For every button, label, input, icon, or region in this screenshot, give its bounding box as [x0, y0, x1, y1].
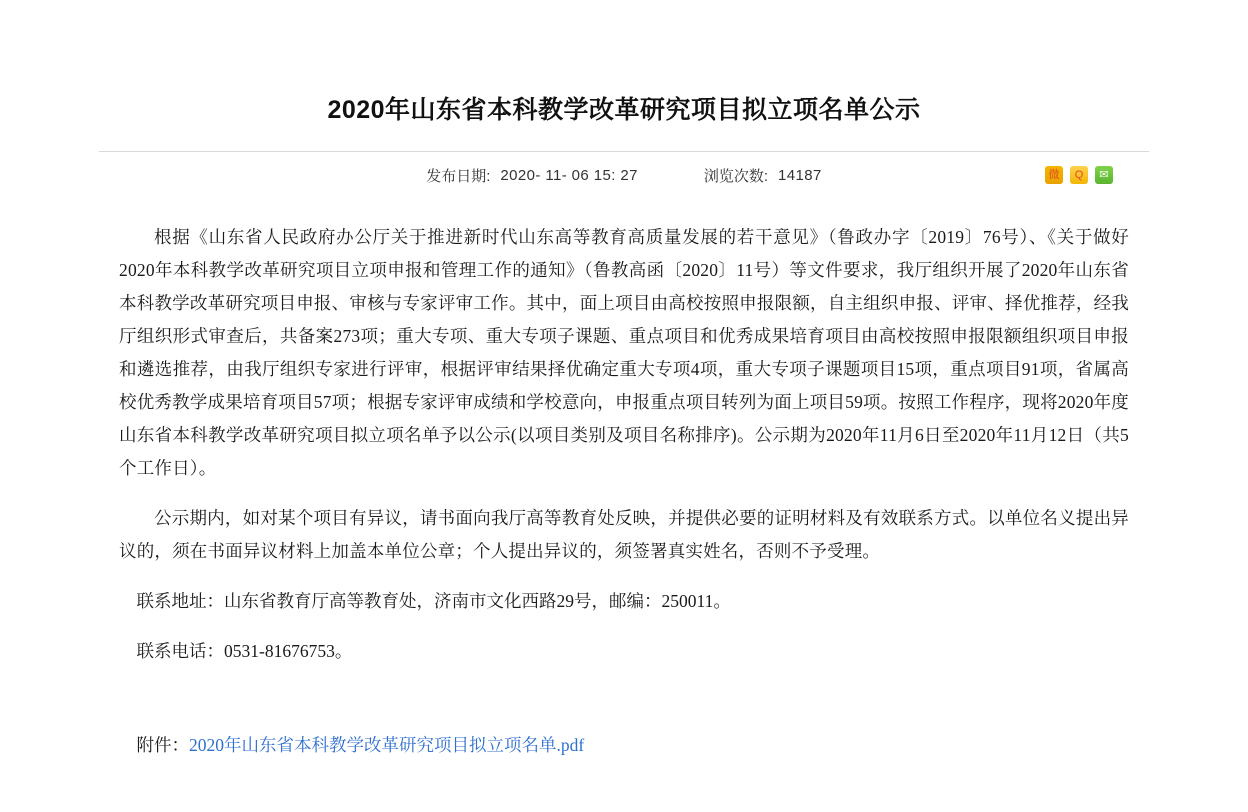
- views-value: 14187: [778, 166, 822, 184]
- article-paragraph: 公示期内，如对某个项目有异议，请书面向我厅高等教育处反映，并提供必要的证明材料及有效联系方式。以单位名义提出异议的，须在书面异议材料上加盖本单位公章；个人提出异议的，须签署真实姓名，否则不予受理。: [119, 507, 1129, 561]
- contact-phone: 联系电话：0531-81676753。: [136, 640, 353, 661]
- views-label: 浏览次数:: [703, 167, 769, 185]
- article-meta: [426, 165, 821, 186]
- article-body: [119, 221, 1129, 760]
- article-page: [0, 17, 1248, 812]
- publish-date-label: 发布日期:: [426, 167, 491, 185]
- wechat-share-icon[interactable]: ✉: [1095, 166, 1113, 184]
- publish-date-value: 2020- 11- 06 15: 27: [500, 166, 638, 184]
- attachment-row: [119, 730, 1129, 760]
- article-paragraph: 根据《山东省人民政府办公厅关于推进新时代山东高等教育高质量发展的若干意见》（鲁政办字〔2019〕76号）、《关于做好2020年本科教学改革研究项目立项申报和管理工作的通知》（鲁教高函〔2020〕11号）等文件要求，我厅组织开展了2020年山东省本科教学改革研究项目申报、审核与专家评审工作。其中，面上项目由高校按照申报限额，自主组织申报、评审、择优推荐，经我厅组织形式审查后，共备案273项；重大专项、重大专项子课题、重点项目和优秀成果培育项目由高校按照申报限额组织项目申报和遴选推荐，由我厅组织专家进行评审，根据评审结果择优确定重大专项4项，重大专项子课题项目15项，重点项目91项，省属高校优秀教学成果培育项目57项；根据专家评审成绩和学校意向，申报重点项目转列为面上项目59项。按照工作程序，现将2020年度山东省本科教学改革研究项目拟立项名单予以公示(以项目类别及项目名称排序)。公示期为2020年11月6日至2020年11月12日（共5个工作日）。: [119, 226, 1129, 478]
- attachment-label: 附件：: [136, 734, 189, 755]
- page-title: 2020年山东省本科教学改革研究项目拟立项名单公示: [327, 95, 921, 124]
- qzone-share-icon[interactable]: Q: [1070, 166, 1088, 184]
- sina-weibo-share-icon[interactable]: 微: [1045, 166, 1063, 184]
- contact-address: 联系地址：山东省教育厅高等教育处，济南市文化西路29号，邮编：250011。: [136, 590, 731, 611]
- article-meta-bar: [99, 151, 1149, 199]
- share-icon-group: [1045, 166, 1113, 184]
- attachment-link[interactable]: 2020年山东省本科教学改革研究项目拟立项名单.pdf: [189, 734, 585, 755]
